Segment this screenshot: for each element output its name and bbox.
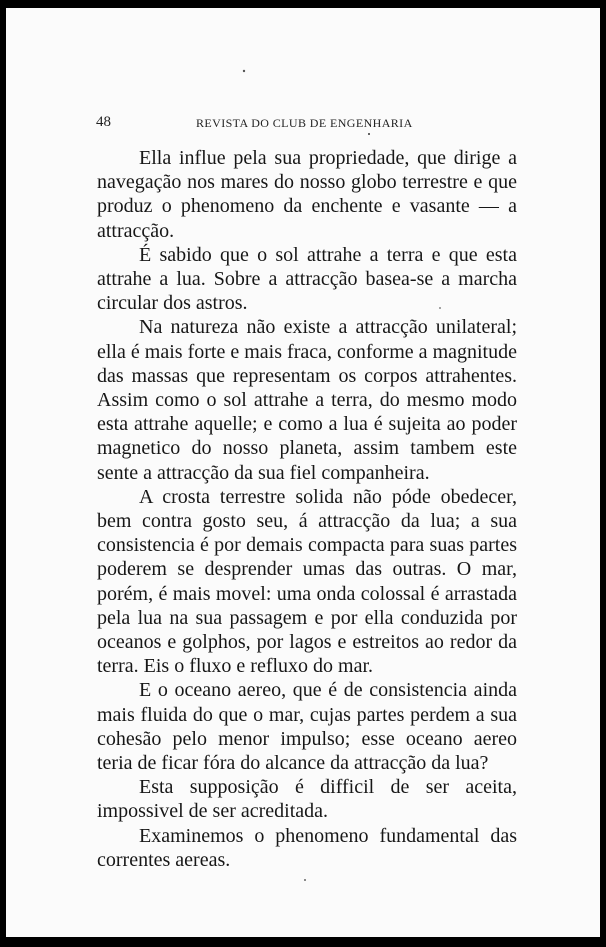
paragraph: Ella influe pela sua propriedade, que dirige a navegação nos mares do nosso globo terrestre e que produz o phenomeno da enchente e vasante — a attracção. [97,147,517,242]
paragraph: E o oceano aereo, que é de consistencia ainda mais fluida do que o mar, cujas partes perdem a sua cohesão pelo menor impulso; esse oceano aereo teria de ficar fóra do alcance da attracção da lua? [97,679,517,775]
paragraph: Esta supposição é difficil de ser aceita, impossivel de ser acreditada. [97,776,517,823]
paragraph: É sabido que o sol attrahe a terra e que esta attrahe a lua. Sobre a attracção basea-se a marcha circular dos astros. [97,243,517,315]
paragraph: Examinemos o phenomeno fundamental das correntes aereas. [97,824,517,871]
paper-speck [243,70,245,72]
book-page [6,8,600,937]
paper-speck [304,879,306,881]
body-text [97,146,517,872]
page-header [96,114,526,138]
paragraph: A crosta terrestre solida não póde obedecer, bem contra gosto seu, á attracção da lua; a sua consistencia é por demais compacta para suas partes poderem se desprender umas das outras. O mar, porém, é mais movel: uma onda colossal é arrastada pela lua na sua passagem e por ella conduzida por oceanos e golphos, por lagos e estreitos ao redor da terra. Eis o fluxo e refluxo do mar. [97,485,517,678]
running-title: REVISTA DO CLUB DE ENGENHARIA [196,116,413,130]
paragraph: Na natureza não existe a attracção unilateral; ella é mais forte e mais fraca, conforme a magnitude das massas que representam os corpos attrahentes. Assim como o sol attrahe a terra, do mesmo modo esta attrahe aquelle; e como a lua é sujeita ao poder magnetico do nosso planeta, assim tambem este sente a attracção da sua fiel companheira. [97,316,517,484]
page-number: 48 [96,114,111,130]
